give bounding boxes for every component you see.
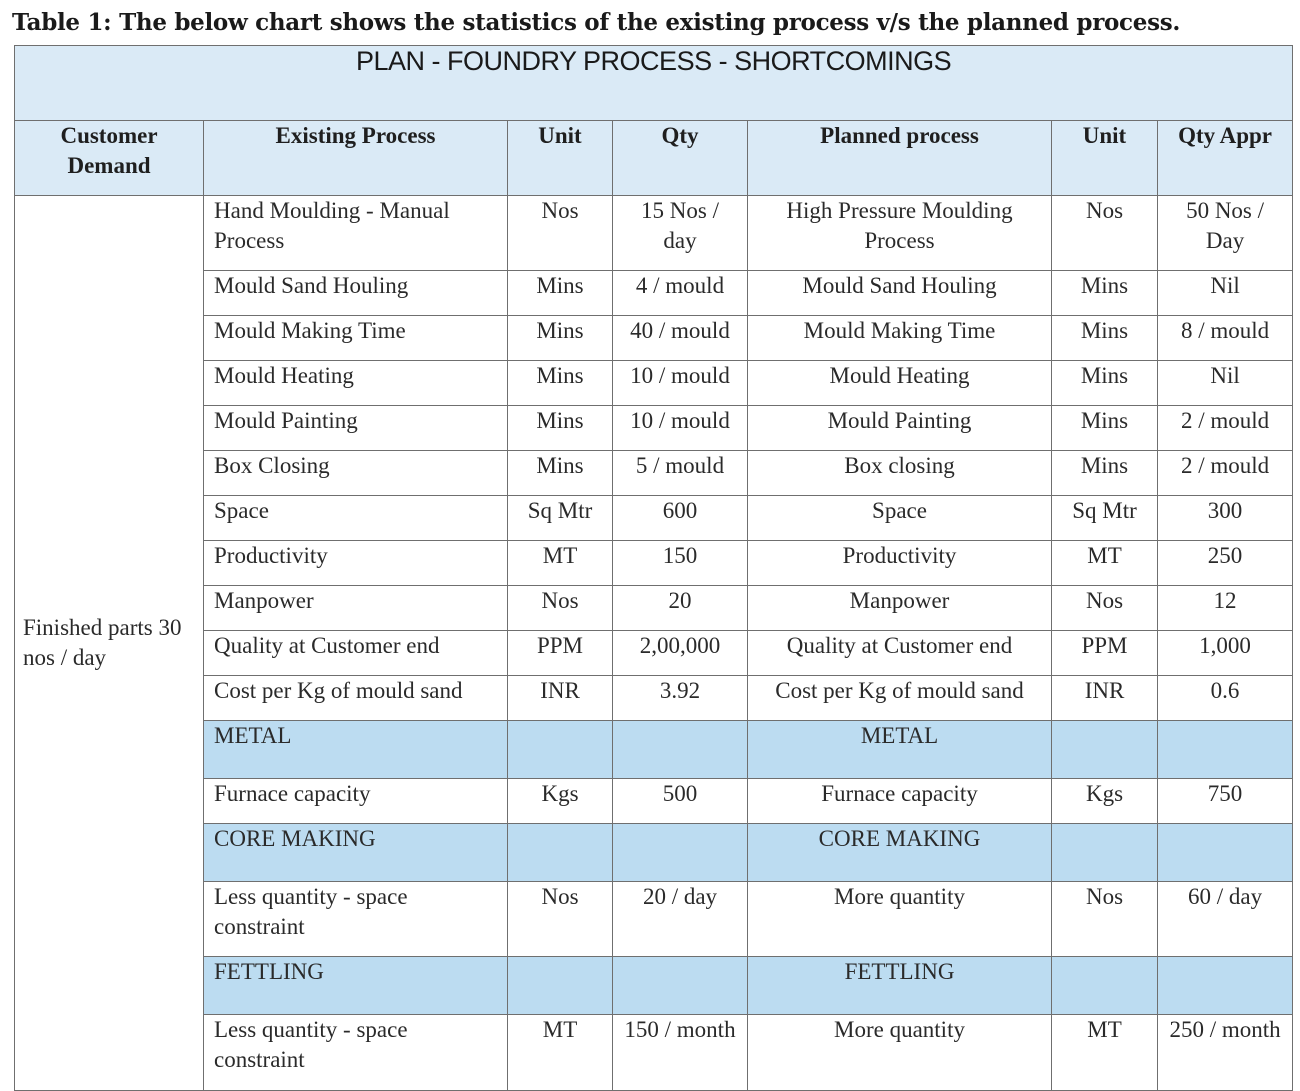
qty-existing-cell: 5 / mould [613,451,748,496]
qty-existing-cell: 20 / day [613,882,748,957]
table-row [15,882,1293,957]
header-planned-process: Planned process [748,121,1052,196]
existing-process-cell: Space [204,496,508,541]
unit-existing-cell: Nos [508,196,613,271]
section-empty-cell [1052,824,1158,882]
unit-planned-cell: Mins [1052,271,1158,316]
header-unit-existing: Unit [508,121,613,196]
qty-existing-cell: 10 / mould [613,361,748,406]
qty-planned-cell: 1,000 [1158,631,1293,676]
qty-planned-cell: 250 [1158,541,1293,586]
unit-planned-cell: Mins [1052,361,1158,406]
section-empty-cell [613,957,748,1015]
unit-existing-cell: Nos [508,882,613,957]
section-empty-cell [1158,721,1293,779]
qty-planned-cell: 2 / mould [1158,406,1293,451]
table-row [15,631,1293,676]
header-customer-demand: Customer Demand [15,121,204,196]
qty-existing-cell: 15 Nos / day [613,196,748,271]
existing-process-cell: Mould Sand Houling [204,271,508,316]
section-label-existing: CORE MAKING [204,824,508,882]
table-row [15,586,1293,631]
table-row [15,1015,1293,1091]
section-empty-cell [508,957,613,1015]
section-empty-cell [1052,957,1158,1015]
qty-existing-cell: 500 [613,779,748,824]
existing-process-cell: Quality at Customer end [204,631,508,676]
unit-existing-cell: Sq Mtr [508,496,613,541]
unit-planned-cell: Mins [1052,316,1158,361]
planned-process-cell: Box closing [748,451,1052,496]
table-row [15,676,1293,721]
qty-existing-cell: 10 / mould [613,406,748,451]
unit-existing-cell: Mins [508,361,613,406]
unit-planned-cell: Mins [1052,451,1158,496]
existing-process-cell: Mould Making Time [204,316,508,361]
planned-process-cell: Quality at Customer end [748,631,1052,676]
planned-process-cell: Cost per Kg of mould sand [748,676,1052,721]
section-label-existing: FETTLING [204,957,508,1015]
qty-planned-cell: 300 [1158,496,1293,541]
unit-planned-cell: Kgs [1052,779,1158,824]
section-label-planned: CORE MAKING [748,824,1052,882]
table-row [15,361,1293,406]
section-row-metal [15,721,1293,779]
qty-planned-cell: 60 / day [1158,882,1293,957]
unit-existing-cell: MT [508,541,613,586]
section-row-fettling [15,957,1293,1015]
qty-planned-cell: 12 [1158,586,1293,631]
table-caption: Table 1: The below chart shows the statistics of the existing process v/s the planned process. [12,9,1181,36]
existing-process-cell: Productivity [204,541,508,586]
unit-existing-cell: Mins [508,406,613,451]
table-row [15,496,1293,541]
existing-process-cell: Furnace capacity [204,779,508,824]
header-qty-appr: Qty Appr [1158,121,1293,196]
qty-existing-cell: 20 [613,586,748,631]
unit-existing-cell: INR [508,676,613,721]
existing-process-cell: Mould Heating [204,361,508,406]
unit-planned-cell: Nos [1052,196,1158,271]
unit-planned-cell: Mins [1052,406,1158,451]
section-empty-cell [613,824,748,882]
planned-process-cell: Mould Making Time [748,316,1052,361]
planned-process-cell: Furnace capacity [748,779,1052,824]
table-row [15,451,1293,496]
customer-demand-value: Finished parts 30 nos / day [15,196,204,1091]
qty-planned-cell: Nil [1158,271,1293,316]
unit-existing-cell: PPM [508,631,613,676]
section-label-planned: METAL [748,721,1052,779]
qty-existing-cell: 40 / mould [613,316,748,361]
section-label-existing: METAL [204,721,508,779]
existing-process-cell: Less quantity - space constraint [204,882,508,957]
section-row-core-making [15,824,1293,882]
section-empty-cell [1052,721,1158,779]
header-row [15,121,1293,196]
qty-planned-cell: 8 / mould [1158,316,1293,361]
section-empty-cell [1158,824,1293,882]
qty-planned-cell: 50 Nos / Day [1158,196,1293,271]
qty-existing-cell: 4 / mould [613,271,748,316]
unit-existing-cell: Mins [508,271,613,316]
header-qty: Qty [613,121,748,196]
table-row [15,196,1293,271]
unit-planned-cell: PPM [1052,631,1158,676]
banner-row [15,46,1293,121]
planned-process-cell: High Pressure Moulding Process [748,196,1052,271]
unit-planned-cell: Nos [1052,882,1158,957]
existing-process-cell: Cost per Kg of mould sand [204,676,508,721]
section-empty-cell [508,824,613,882]
qty-existing-cell: 150 / month [613,1015,748,1091]
qty-planned-cell: 0.6 [1158,676,1293,721]
existing-process-cell: Less quantity - space constraint [204,1015,508,1091]
unit-existing-cell: Mins [508,316,613,361]
section-empty-cell [613,721,748,779]
unit-planned-cell: INR [1052,676,1158,721]
qty-existing-cell: 3.92 [613,676,748,721]
unit-planned-cell: MT [1052,1015,1158,1091]
table-row [15,541,1293,586]
planned-process-cell: Mould Heating [748,361,1052,406]
qty-existing-cell: 2,00,000 [613,631,748,676]
unit-planned-cell: Sq Mtr [1052,496,1158,541]
qty-planned-cell: 2 / mould [1158,451,1293,496]
table-row [15,406,1293,451]
qty-existing-cell: 600 [613,496,748,541]
qty-planned-cell: 250 / month [1158,1015,1293,1091]
qty-existing-cell: 150 [613,541,748,586]
qty-planned-cell: Nil [1158,361,1293,406]
table-row [15,779,1293,824]
unit-existing-cell: Nos [508,586,613,631]
unit-planned-cell: Nos [1052,586,1158,631]
qty-planned-cell: 750 [1158,779,1293,824]
unit-existing-cell: Mins [508,451,613,496]
table-row [15,271,1293,316]
table-banner-title: PLAN - FOUNDRY PROCESS - SHORTCOMINGS [15,46,1293,121]
planned-process-cell: Mould Sand Houling [748,271,1052,316]
unit-existing-cell: MT [508,1015,613,1091]
foundry-process-table [14,45,1293,1091]
section-empty-cell [508,721,613,779]
existing-process-cell: Manpower [204,586,508,631]
planned-process-cell: Space [748,496,1052,541]
table-row [15,316,1293,361]
planned-process-cell: Productivity [748,541,1052,586]
planned-process-cell: Mould Painting [748,406,1052,451]
header-unit-planned: Unit [1052,121,1158,196]
section-empty-cell [1158,957,1293,1015]
unit-planned-cell: MT [1052,541,1158,586]
planned-process-cell: More quantity [748,882,1052,957]
existing-process-cell: Hand Moulding - Manual Process [204,196,508,271]
planned-process-cell: More quantity [748,1015,1052,1091]
existing-process-cell: Box Closing [204,451,508,496]
unit-existing-cell: Kgs [508,779,613,824]
planned-process-cell: Manpower [748,586,1052,631]
header-existing-process: Existing Process [204,121,508,196]
section-label-planned: FETTLING [748,957,1052,1015]
existing-process-cell: Mould Painting [204,406,508,451]
